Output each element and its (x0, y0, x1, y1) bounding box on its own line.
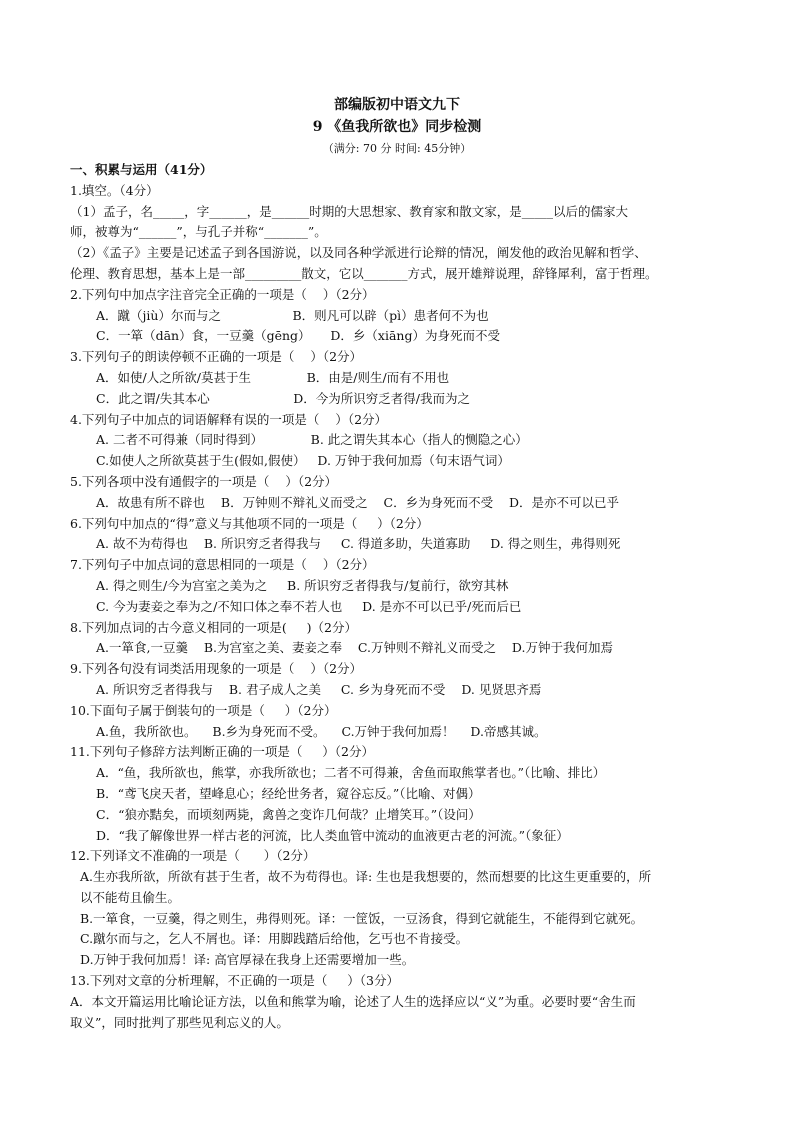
text-line: A. 二者不可得兼（同时得到） B. 此之谓失其本心（指人的恻隐之心） (96, 432, 528, 448)
text-line: C．此之谓/失其本心 D．今为所识穷乏者得/我而为之 (96, 390, 470, 406)
text-line: A. 所识穷乏者得我与 B. 君子成人之美 C. 乡为身死而不受 D. 见贤思齐焉 (96, 681, 542, 697)
text-line: C．一箪（dān）食，一豆羹（gēng） D．乡（xiāng）为身死而不受 (96, 328, 500, 344)
text-line: 伦理、教育思想，基本上是一部_________散文，它以_______方式，展开雄辩说理，辞锋犀利，富于哲理。 (70, 265, 658, 281)
text-line: 12.下列译文不准确的一项是（ ）（2分） (70, 848, 316, 864)
text-line: 师，被尊为“______”，与孔子并称“_______”。 (70, 224, 327, 240)
text-line: A．如使/人之所欲/莫甚于生 B．由是/则生/而有不用也 (96, 369, 450, 385)
text-line: A．蹴（jiù）尔而与之 B．则凡可以辟（pì）患者何不为也 (96, 307, 489, 323)
text-line: 3.下列句子的朗读停顿不正确的一项是（ ）（2分） (70, 349, 363, 365)
exam-meta: （满分: 70 分 时间: 45分钟） (322, 142, 472, 155)
document-title: 部编版初中语文九下 (334, 97, 460, 113)
text-line: D.万钟于我何加焉！译: 高官厚禄在我身上还需要增加一些。 (80, 952, 415, 968)
text-line: 9.下列各句没有词类活用现象的一项是（ ）（2分） (70, 661, 363, 677)
text-line: A. 得之则生/今为宫室之美为之 B. 所识穷乏者得我与/复前行，欲穷其林 (96, 577, 509, 593)
text-line: C．“狼亦黠矣，而顷刻两毙，禽兽之变诈几何哉？止增笑耳。”（设问） (96, 806, 481, 822)
text-line: A．“鱼，我所欲也，熊掌，亦我所欲也；二者不可得兼，舍鱼而取熊掌者也。”（比喻、排比） (96, 765, 606, 781)
text-line: A.一箪食,一豆羹 B.为宫室之美、妻妾之奉 C.万钟则不辩礼义而受之 D.万钟于我何加焉 (96, 640, 613, 656)
text-line: 7.下列句子中加点词的意思相同的一项是（ ）（2分） (70, 557, 375, 573)
text-line: B.一箪食，一豆羹，得之则生，弗得则死。译：一筐饭，一豆汤食，得到它就能生，不能得到它就死。 (80, 910, 644, 926)
text-line: A.生亦我所欲，所欲有甚于生者，故不为苟得也。译: 生也是我想要的，然而想要的比这生更重要的，所 (80, 869, 652, 885)
text-line: （2）《孟子》主要是记述孟子到各国游说，以及同各种学派进行论辩的情况，阐发他的政治见解和哲学、 (70, 245, 647, 261)
text-line: 取义”，同时批判了那些见利忘义的人。 (70, 1014, 289, 1030)
text-line: B．“鸢飞戾天者，望峰息心；经纶世务者，窥谷忘反。”（比喻、对偶） (96, 785, 481, 801)
text-line: 13.下列对文章的分析理解，不正确的一项是（ ）（3分） (70, 973, 399, 989)
text-line: 8.下列加点词的古今意义相同的一项是( )（2分） (70, 619, 358, 635)
text-line: 4.下列句子中加点的词语解释有误的一项是（ ）（2分） (70, 411, 388, 427)
section-heading: 一、积累与运用（41分） (70, 162, 213, 177)
text-line: C.如使人之所欲莫甚于生(假如,假使） D. 万钟于我何加焉（句末语气词） (96, 453, 510, 469)
text-line: 2.下列句中加点字注音完全正确的一项是（ ）（2分） (70, 286, 375, 302)
text-line: （1）孟子，名_____，字______，是______时期的大思想家、教育家和散文家，是_____以后的儒家大 (70, 203, 628, 219)
text-line: A.鱼，我所欲也。 B.乡为身死而不受。 C.万钟于我何加焉！ D.帝感其诚。 (96, 723, 547, 739)
text-line: D．“我了解像世界一样古老的河流，比人类血管中流动的血液更古老的河流。”（象征） (96, 827, 569, 843)
text-line: 1.填空。（4分） (70, 182, 159, 198)
question-body (70, 160, 730, 1033)
text-line: A. 故不为苟得也 B. 所识穷乏者得我与 C. 得道多助，失道寡助 D. 得之则生，弗得则死 (96, 536, 621, 552)
document-subtitle: 9 《鱼我所欲也》同步检测 (312, 119, 482, 135)
text-line: A．本文开篇运用比喻论证方法，以鱼和熊掌为喻，论述了人生的选择应以“义”为重。必要时要“舍生而 (70, 993, 636, 1009)
text-line: C. 今为妻妾之奉为之/不知口体之奉不若人也 D. 是亦不可以已乎/死而后已 (96, 598, 522, 614)
text-line: C.蹴尔而与之，乞人不屑也。译：用脚践踏后给他，乞丐也不肯接受。 (80, 931, 469, 947)
text-line: 11.下列句子修辞方法判断正确的一项是（ ）（2分） (70, 744, 374, 760)
text-line: 5.下列各项中没有通假字的一项是（ ）（2分） (70, 473, 338, 489)
text-line: 6.下列句中加点的“得”意义与其他项不同的一项是（ ）（2分） (70, 515, 429, 531)
text-line: 10.下面句子属于倒装句的一项是（ ）（2分） (70, 702, 337, 718)
text-line: A．故患有所不辟也 B．万钟则不辩礼义而受之 C．乡为身死而不受 D．是亦不可以已乎 (96, 494, 619, 510)
text-line: 以不能苟且偷生。 (80, 889, 181, 905)
